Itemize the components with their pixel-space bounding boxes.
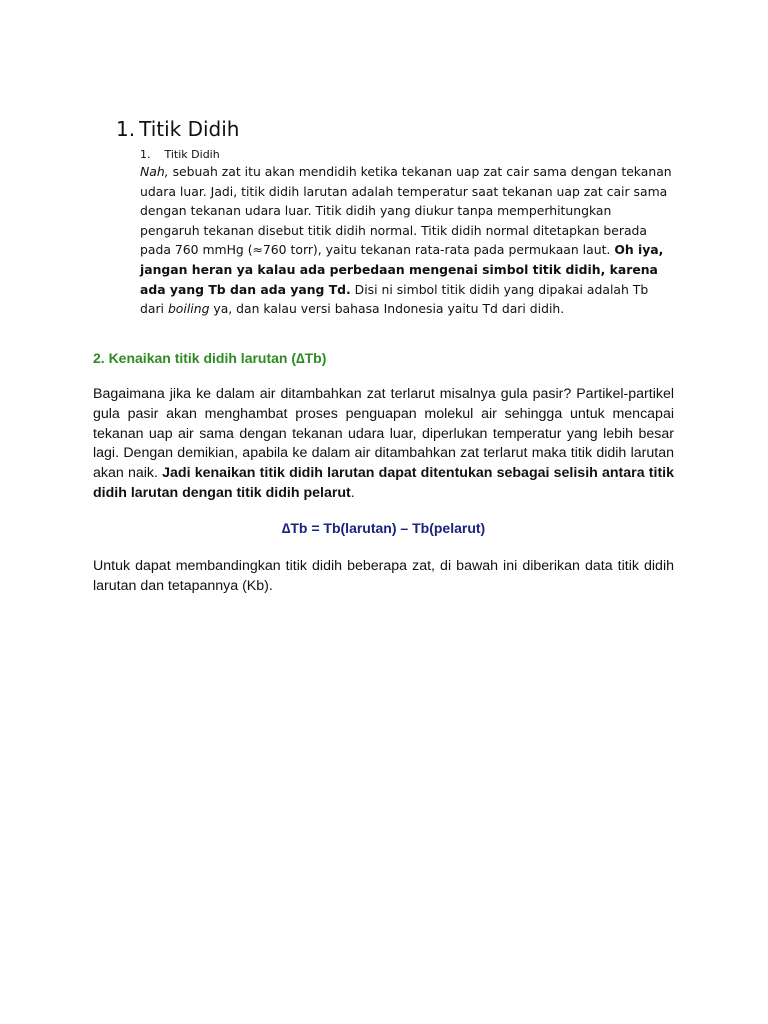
section-paragraph: Bagaimana jika ke dalam air ditambahkan zat terlarut misalnya gula pasir? Partikel-partikel gula pasir akan menghambat proses penguapan molekul air sehingga untuk mencapai tekanan uap air sama dengan tekanan udara luar, diperlukan temperatur yang lebih besar lagi. Dengan demikian, apabila ke dalam air ditambahkan zat terlarut maka titik didih larutan akan naik. Jadi kenaikan titik didih larutan dapat ditentukan sebagai selisih antara titik didih larutan dengan titik didih pelarut. (93, 386, 675, 501)
closing-paragraph: Untuk dapat membandingkan titik didih beberapa zat, di bawah ini diberikan data titik didih larutan dan tetapannya (Kb). (93, 558, 674, 594)
section-heading: 2. Kenaikan titik didih larutan (∆Tb) (93, 350, 327, 366)
intro-paragraph: Nah, sebuah zat itu akan mendidih ketika tekanan uap zat cair sama dengan tekanan udara luar. Jadi, titik didih larutan adalah temperatur saat tekanan uap zat cair sama dengan tekanan udara luar. Titik didih yang diukur tanpa memperhitungkan pengaruh tekanan disebut titik didih normal. Titik didih normal ditetapkan berada pada 760 mmHg (≈760 torr), yaitu tekanan rata-rata pada permukaan laut. Oh iya, jangan heran ya kalau ada perbedaan mengenai simbol titik didih, karena ada yang Tb dan ada yang Td. Disi ni simbol titik didih yang dipakai adalah Tb dari boiling ya, dan kalau versi bahasa Indonesia yaitu Td dari didih. (140, 164, 672, 317)
sub-heading: 1. Titik Didih (140, 148, 220, 161)
main-heading: 1. Titik Didih (116, 117, 240, 141)
formula: ∆Tb = Tb(larutan) – Tb(pelarut) (281, 520, 486, 536)
